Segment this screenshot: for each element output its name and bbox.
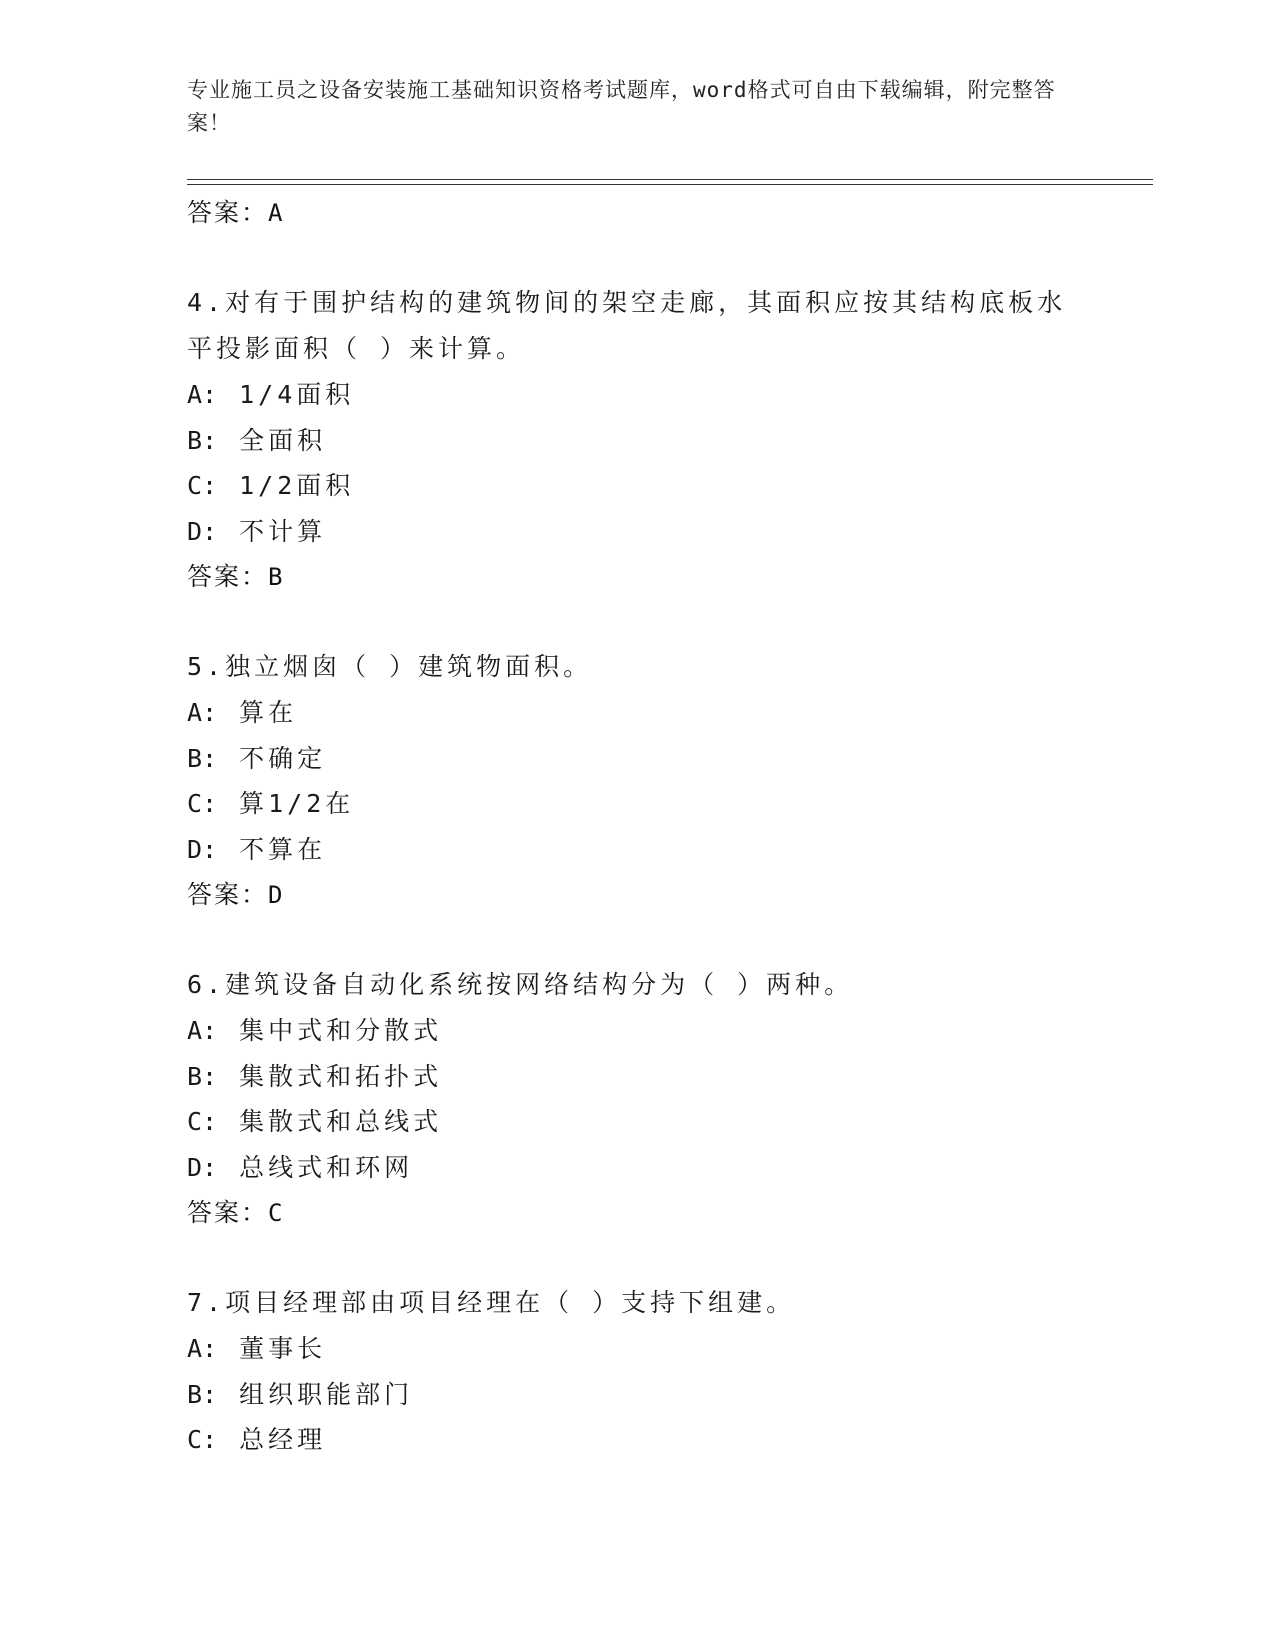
spacer	[187, 600, 1087, 644]
question-number: 5.	[187, 652, 226, 681]
option-item	[187, 1099, 1087, 1145]
question-number: 7.	[187, 1288, 226, 1317]
answer-value: A	[268, 199, 284, 227]
question-block	[187, 1280, 1087, 1463]
question-number: 6.	[187, 970, 226, 999]
spacer	[187, 918, 1087, 962]
option-item	[187, 1145, 1087, 1191]
option-text: 全面积	[239, 425, 327, 455]
option-text: 总线式和环网	[239, 1152, 414, 1182]
option-letter: B:	[187, 1379, 218, 1409]
answer-label: 答案：	[187, 198, 269, 227]
option-letter: B:	[187, 743, 218, 773]
option-text: 集中式和分散式	[239, 1016, 443, 1045]
option-letter: A:	[187, 380, 218, 409]
option-letter: B:	[187, 425, 218, 455]
option-letter: B:	[187, 1061, 218, 1091]
option-letter: D:	[187, 516, 218, 546]
option-item	[187, 1417, 1087, 1463]
answer-line	[187, 1190, 1087, 1236]
question-block	[187, 644, 1087, 918]
question-text	[187, 644, 1087, 690]
option-text: 不确定	[239, 743, 327, 773]
answer-label: 答案：	[187, 562, 269, 591]
question-body: 对有于围护结构的建筑物间的架空走廊，其面积应按其结构底板水平投影面积（ ）来计算。	[187, 288, 1067, 363]
option-item	[187, 690, 1087, 736]
option-item	[187, 372, 1087, 418]
question-text	[187, 1280, 1087, 1326]
option-item	[187, 1054, 1087, 1100]
option-letter: C:	[187, 1425, 218, 1454]
option-letter: D:	[187, 1152, 218, 1182]
option-text: 算在	[239, 698, 298, 727]
option-item	[187, 736, 1087, 782]
document-header: 专业施工员之设备安装施工基础知识资格考试题库，word格式可自由下载编辑，附完整答案！	[187, 78, 1056, 135]
question-text	[187, 280, 1087, 372]
option-letter: A:	[187, 1016, 218, 1045]
option-item	[187, 418, 1087, 464]
header-rule-top	[187, 179, 1153, 180]
option-item	[187, 509, 1087, 555]
answer-value: B	[268, 563, 284, 591]
option-item	[187, 1372, 1087, 1418]
answer-label: 答案：	[187, 1198, 269, 1227]
option-letter: C:	[187, 789, 218, 818]
question-list	[187, 190, 1087, 1463]
option-letter: A:	[187, 1334, 218, 1363]
option-text: 不计算	[239, 516, 327, 546]
question-text	[187, 962, 1087, 1008]
option-item	[187, 1326, 1087, 1372]
answer-line	[187, 554, 1087, 600]
question-number: 4.	[187, 288, 226, 317]
spacer	[187, 236, 1087, 280]
question-block	[187, 962, 1087, 1236]
question-body: 独立烟囱（ ）建筑物面积。	[225, 652, 593, 681]
option-item	[187, 1008, 1087, 1054]
question-body: 项目经理部由项目经理在（ ）支持下组建。	[225, 1288, 796, 1317]
answer-label: 答案：	[187, 880, 269, 909]
option-item	[187, 463, 1087, 509]
option-text: 集散式和拓扑式	[239, 1061, 443, 1091]
option-text: 董事长	[239, 1334, 327, 1363]
option-item	[187, 827, 1087, 873]
spacer	[187, 1236, 1087, 1280]
answer-line	[187, 872, 1087, 918]
answer-value: D	[268, 881, 284, 909]
header-rule-bottom	[187, 184, 1153, 185]
option-letter: A:	[187, 698, 218, 727]
option-text: 组织职能部门	[239, 1379, 414, 1409]
option-text: 算1/2在	[239, 789, 355, 818]
option-letter: D:	[187, 834, 218, 864]
answer-value: C	[268, 1199, 284, 1227]
option-text: 1/4面积	[239, 380, 355, 409]
question-body: 建筑设备自动化系统按网络结构分为（ ）两种。	[225, 970, 854, 999]
answer-line	[187, 190, 1087, 236]
question-block	[187, 280, 1087, 600]
option-letter: C:	[187, 471, 218, 500]
option-text: 1/2面积	[239, 471, 355, 500]
option-text: 集散式和总线式	[239, 1107, 443, 1136]
option-text: 不算在	[239, 834, 327, 864]
option-item	[187, 781, 1087, 827]
option-text: 总经理	[239, 1425, 327, 1454]
option-letter: C:	[187, 1107, 218, 1136]
